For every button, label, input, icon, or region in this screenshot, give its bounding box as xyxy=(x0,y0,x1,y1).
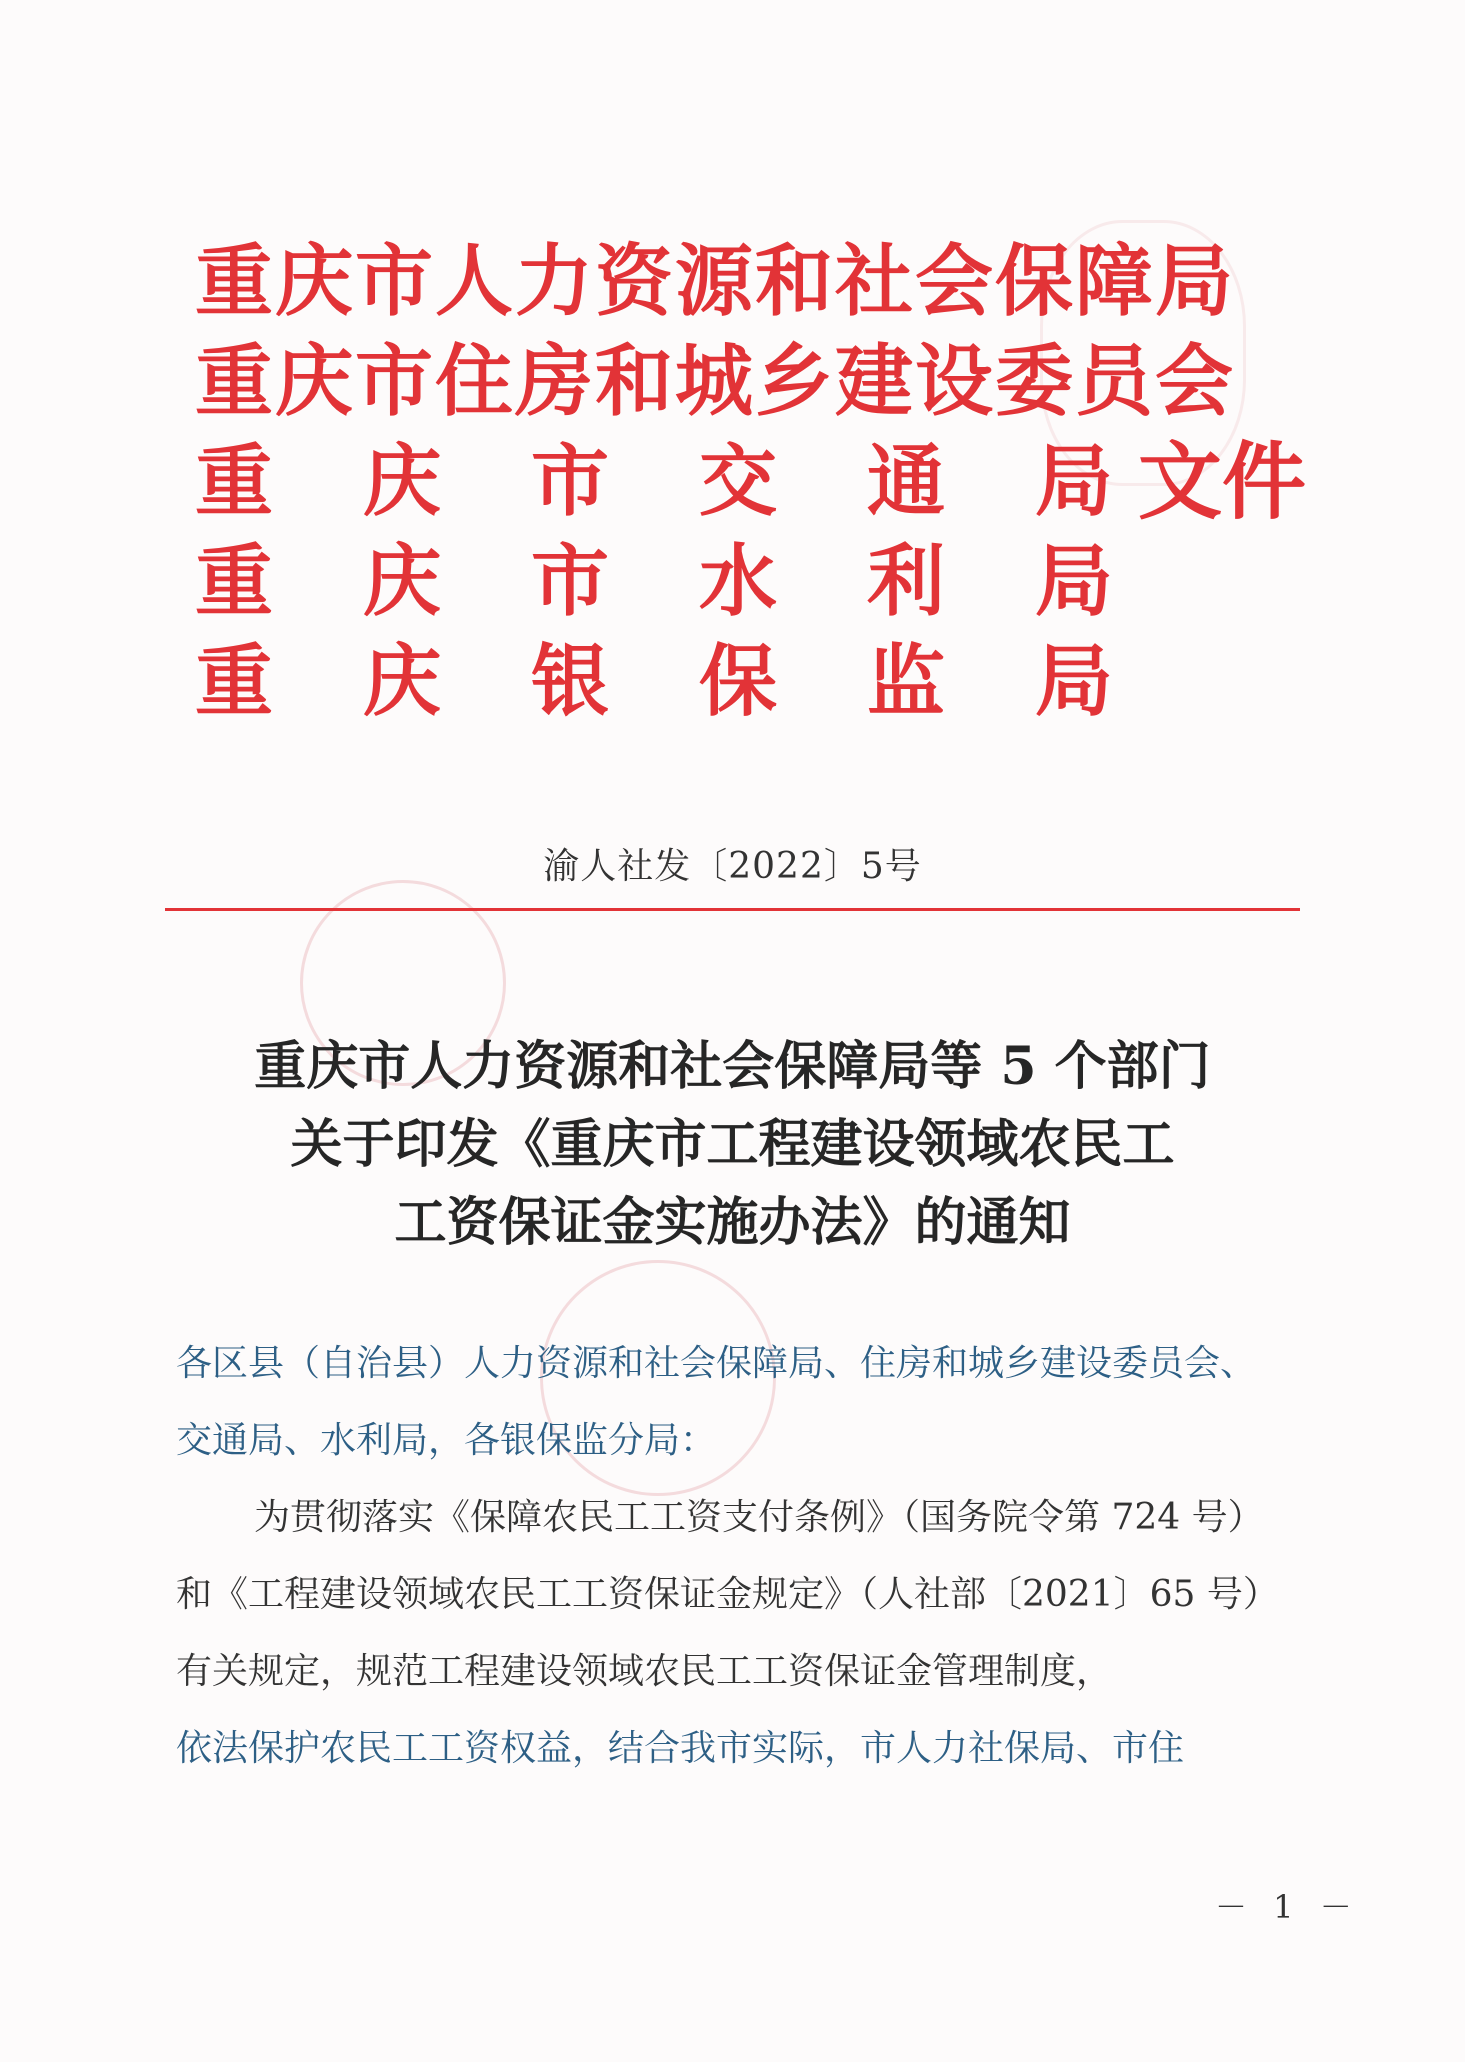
notice-title xyxy=(0,1028,1465,1262)
issuer-line: 重庆市人力资源和社会保障局 xyxy=(195,236,1236,327)
notice-body xyxy=(176,1325,1286,1787)
issuer-line: 重 庆 市 交 通 局 xyxy=(195,436,1113,527)
title-line: 重庆市人力资源和社会保障局等 5 个部门 xyxy=(254,1036,1211,1097)
body-paragraph: 为贯彻落实《保障农民工工资支付条例》（国务院令第 724 号）和《工程建设领域农民工工资保证金规定》（人社部〔2021〕65 号）有关规定，规范工程建设领域农民工工资保证金管理制度， xyxy=(176,1497,1279,1692)
body-paragraph-continued: 依法保护农民工工资权益，结合我市实际，市人力社保局、市住 xyxy=(176,1728,1185,1769)
title-line: 关于印发《重庆市工程建设领域农民工 xyxy=(290,1114,1175,1175)
title-line: 工资保证金实施办法》的通知 xyxy=(394,1192,1071,1253)
document-number: 渝人社发〔2022〕5号 xyxy=(543,846,922,887)
document-label: 文件 xyxy=(1138,432,1307,531)
issuer-line: 重 庆 银 保 监 局 xyxy=(195,636,1113,727)
red-divider xyxy=(165,908,1300,911)
issuer-line: 重 庆 市 水 利 局 xyxy=(195,536,1113,627)
addressee: 各区县（自治县）人力资源和社会保障局、住房和城乡建设委员会、交通局、水利局，各银保监分局： xyxy=(176,1343,1257,1461)
page-number: － 1 － xyxy=(1215,1888,1360,1926)
issuer-line: 重庆市住房和城乡建设委员会 xyxy=(195,336,1236,427)
